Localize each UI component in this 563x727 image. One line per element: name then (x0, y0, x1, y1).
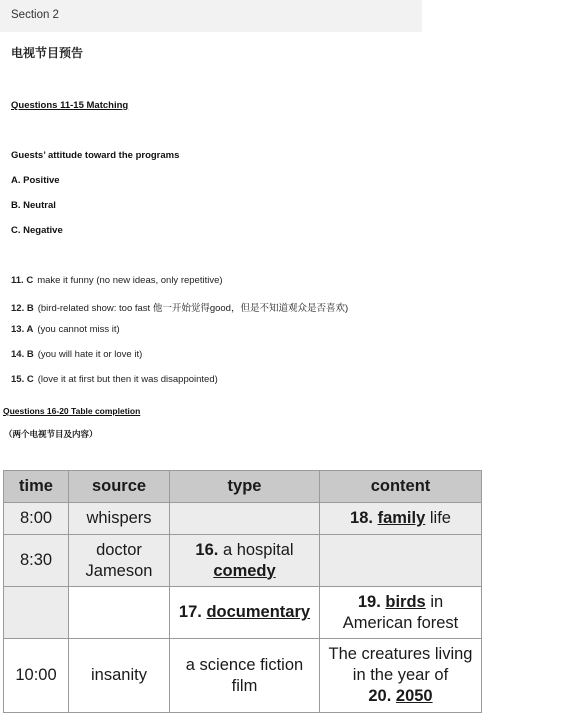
cell-type (170, 503, 320, 535)
option-negative: C. Negative (11, 225, 63, 236)
answer-number: 11. C (11, 275, 34, 286)
option-neutral: B. Neutral (11, 200, 56, 211)
section-header-bar (0, 0, 422, 32)
answer-note: (you will hate it or love it) (37, 349, 143, 360)
table-completion (3, 470, 482, 713)
table-row (4, 535, 482, 587)
question-number: 20. (368, 687, 392, 705)
section-label: Section 2 (11, 9, 59, 21)
option-positive: A. Positive (11, 175, 60, 186)
cell-type (170, 535, 320, 587)
table-row (4, 639, 482, 713)
content-text: life (429, 509, 451, 527)
answer-blank: comedy (213, 561, 276, 580)
answer-15 (11, 374, 218, 385)
answer-note: (bird-related show: too fast 他一开始觉得good，但是不知道观众是否喜欢) (37, 303, 349, 314)
table-header-row (4, 471, 482, 503)
type-text: a hospital (222, 540, 294, 559)
cell-time: 10:00 (4, 639, 69, 713)
table-row (4, 587, 482, 639)
question-number: 16. (195, 540, 219, 559)
column-header-source: source (69, 471, 170, 503)
questions-16-20-heading: Questions 16-20 Table completion (3, 406, 141, 416)
answer-13 (11, 324, 120, 335)
answer-12 (11, 300, 348, 314)
question-number: 17. (178, 603, 202, 621)
question-number: 19. (357, 592, 381, 611)
cell-time: 8:00 (4, 503, 69, 535)
cell-type (170, 587, 320, 639)
cell-content (320, 587, 482, 639)
answer-blank: birds (385, 592, 426, 611)
answer-note: (love it at first but then it was disappointed) (37, 374, 218, 385)
cell-content (320, 503, 482, 535)
answer-blank: family (377, 509, 426, 527)
answer-14 (11, 349, 142, 360)
answer-number: 13. A (11, 324, 34, 335)
cell-content (320, 535, 482, 587)
answer-11 (11, 275, 223, 286)
cell-source: doctor Jameson (69, 535, 170, 587)
options-heading: Guests’ attitude toward the programs (11, 150, 180, 161)
answer-blank: documentary (206, 603, 311, 621)
column-header-time: time (4, 471, 69, 503)
answer-note: (you cannot miss it) (37, 324, 120, 335)
cell-source: whispers (69, 503, 170, 535)
content-text: in American forest (342, 592, 459, 632)
table-row (4, 503, 482, 535)
cell-source (69, 587, 170, 639)
cell-content (320, 639, 482, 713)
cell-type: a science fiction film (170, 639, 320, 713)
questions-11-15-heading: Questions 11-15 Matching (11, 100, 129, 111)
answer-number: 12. B (11, 303, 34, 314)
content-text: The creatures living in the year of (328, 645, 473, 684)
column-header-content: content (320, 471, 482, 503)
column-header-type: type (170, 471, 320, 503)
cell-time: 8:30 (4, 535, 69, 587)
questions-16-20-subheading: （两个电视节目及内容） (4, 429, 98, 439)
cell-source: insanity (69, 639, 170, 713)
answer-number: 15. C (11, 374, 34, 385)
page-title: 电视节目预告 (11, 46, 84, 60)
answer-number: 14. B (11, 349, 34, 360)
answer-blank: 2050 (395, 687, 433, 705)
cell-time (4, 587, 69, 639)
question-number: 18. (350, 509, 373, 527)
answer-note: make it funny (no new ideas, only repetitive) (37, 275, 223, 286)
